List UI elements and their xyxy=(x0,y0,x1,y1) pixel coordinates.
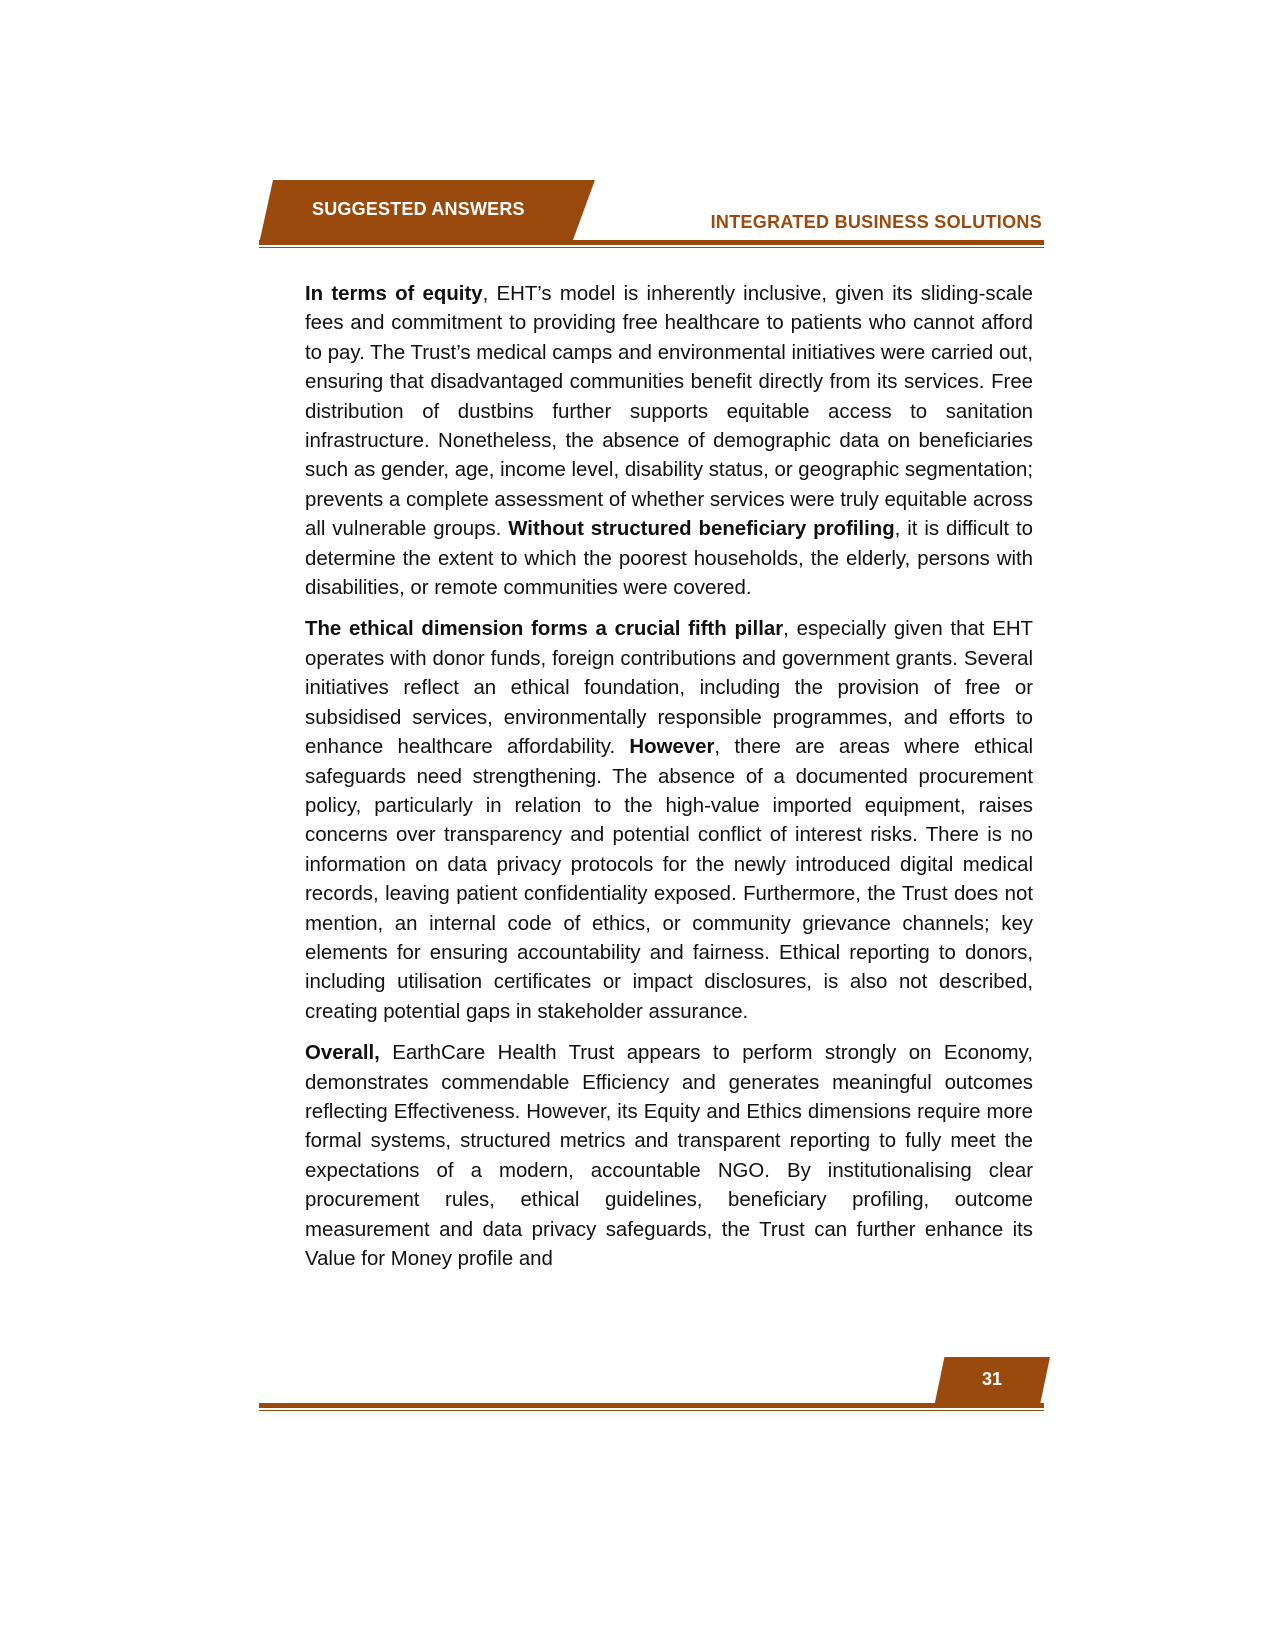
footer-rule-thin xyxy=(259,1410,1044,1411)
paragraph-ethics-text-2: , there are areas where ethical safeguards need strengthening. The absence of a documented procurement policy, particularly in relation to the high-value imported equipment, raises concerns over transparency and potential conflict of interest risks. There is no information on data privacy protocols for the newly introduced digital medical records, leaving patient confidentiality exposed. Furthermore, the Trust does not mention, an internal code of ethics, or community grievance channels; key elements for ensuring accountability and fairness. Ethical reporting to donors, including utilisation certificates or impact disclosures, is also not described, creating potential gaps in stakeholder assurance. xyxy=(305,736,1033,1023)
page-number: 31 xyxy=(981,1369,1003,1389)
paragraph-overall-lead: Overall, xyxy=(305,1042,380,1065)
body-content xyxy=(305,280,1033,1286)
header-section-label: SUGGESTED ANSWERS xyxy=(312,199,525,219)
paragraph-ethics-text-1: , especially given that EHT operates with donor funds, foreign contributions and government grants. Several initiatives reflect an ethical foundation, including the provision of free or subsidised services, environmentally responsible programmes, and efforts to enhance healthcare affordability. xyxy=(305,618,1034,759)
header-title: INTEGRATED BUSINESS SOLUTIONS xyxy=(710,212,1042,232)
header-rule xyxy=(259,240,1044,245)
paragraph-equity-lead: In terms of equity xyxy=(305,283,483,305)
paragraph-overall-text-1: EarthCare Health Trust appears to perform strongly on Economy, demonstrates commendable Efficiency and generates meaningful outcomes reflecting Effectiveness. However, its Equity and Ethics dimensions require more formal systems, structured metrics and transparent reporting to fully meet the expectations of a modern, accountable NGO. By institutionalising clear procurement rules, ethical guidelines, beneficiary profiling, outcome measurement and data privacy safeguards, the Trust can further enhance its Value for Money profile and xyxy=(305,1042,1033,1270)
header-rule-thin xyxy=(259,247,1044,248)
paragraph-ethics-lead: The ethical dimension forms a crucial fifth pillar xyxy=(305,618,784,641)
paragraph-ethics xyxy=(305,615,1033,1027)
paragraph-ethics-bold-2: However xyxy=(629,736,715,759)
paragraph-equity-text-1: , EHT’s model is inherently inclusive, given its sliding-scale fees and commitment to providing free healthcare to patients who cannot afford to pay. The Trust’s medical camps and environmental initiatives were carried out, ensuring that disadvantaged communities benefit directly from its services. Free distribution of dustbins further supports equitable access to sanitation infrastructure. Nonetheless, the absence of demographic data on beneficiaries such as gender, age, income level, disability status, or geographic segmentation; prevents a complete assessment of whether services were truly equitable across all vulnerable groups. xyxy=(305,283,1034,541)
paragraph-overall xyxy=(305,1039,1033,1274)
paragraph-equity xyxy=(305,280,1033,603)
footer-rule xyxy=(259,1403,1044,1408)
paragraph-equity-bold-2: Without structured beneficiary profiling xyxy=(508,518,895,541)
paragraph-equity-text-2: , it is difficult to determine the extent to which the poorest households, the elderly, persons with disabilities, or remote communities were covered. xyxy=(305,518,1033,600)
